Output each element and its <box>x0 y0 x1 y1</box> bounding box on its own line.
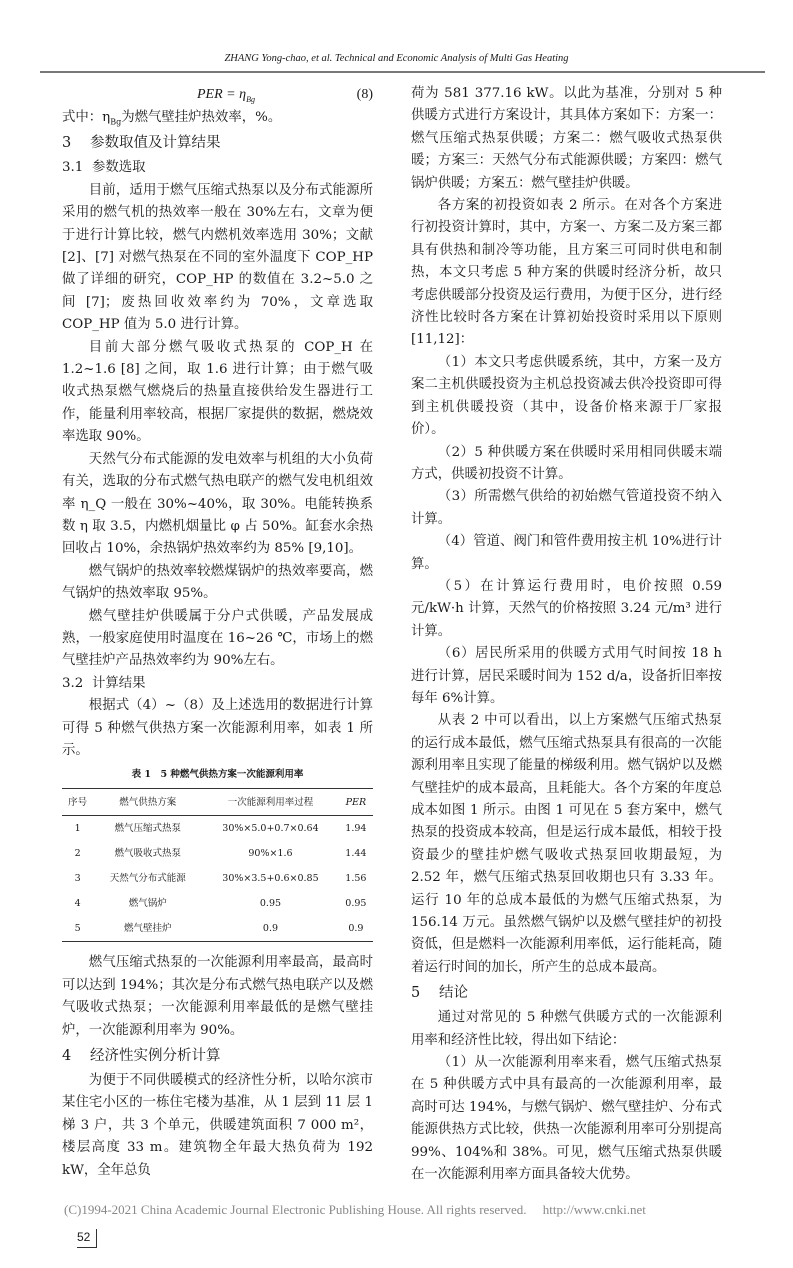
table-cell: 3 <box>74 873 81 885</box>
paragraph: 天然气分布式能源的发电效率与机组的大小负荷有关，选取的分布式燃气热电联产的燃气发电机组效率 η_Q 一般在 30%~40%，取 30%。电能转换系数 η 取 3.5，内燃机烟量比 φ 占 50%。缸套水余热回收占 10%，余热锅炉热效率约为 85% [9,10]。 <box>62 451 373 557</box>
paragraph: （1）从一次能源利用率来看，燃气压缩式热泵在 5 种供暖方式中具有最高的一次能源利用率，最高时可达 194%，与燃气锅炉、燃气壁挂炉、分布式能源供热方式比较，供热一次能源利用率可分别提高 99%、104%和 38%。可见，燃气压缩式热泵供暖在一次能源利用率方面具备较大优势。 <box>411 1055 722 1183</box>
table-cell: 90%×1.6 <box>248 848 293 860</box>
table-cell: 0.95 <box>345 898 367 910</box>
table-cell: 30%×5.0+0.7×0.64 <box>222 823 319 835</box>
table-cell: 天然气分布式能源 <box>109 873 186 885</box>
list-item: （1）本文只考虑供暖系统，其中，方案一及方案二主机供暖投资为主机总投资减去供冷投资即可得到主机供暖投资（其中，设备价格来源于厂家报价）。 <box>411 354 722 438</box>
table-cell: 1.56 <box>345 873 367 885</box>
table-1 <box>62 768 373 942</box>
equation-8 <box>62 83 373 107</box>
running-header: ZHANG Yong-chao, et al. Technical and Economic Analysis of Multi Gas Heating <box>224 53 569 64</box>
table-cell: 0.95 <box>259 898 282 910</box>
col-header: 燃气供热方案 <box>93 789 202 816</box>
section-title: 参数取值及计算结果 <box>90 135 221 152</box>
paragraph: 燃气压缩式热泵的一次能源利用率最高，最高时可以达到 194%；其次是分布式燃气热电联产以及燃气吸收式热泵；一次能源利用率最低的是燃气壁挂炉，一次能源利用率为 90%。 <box>62 955 373 1038</box>
section-number: 3.1 <box>62 160 84 176</box>
equation-where <box>62 107 373 129</box>
table-cell: 5 <box>74 923 81 935</box>
right-column <box>411 83 722 1187</box>
copyright-notice: (C)1994-2021 China Academic Journal Electronic Publishing House. All rights reserved. http://www.cnki.net <box>64 1201 646 1217</box>
section-4-heading <box>62 1044 373 1068</box>
per-table <box>62 788 373 942</box>
table-cell: 1.44 <box>345 848 367 860</box>
table-cell: 燃气吸收式热泵 <box>114 848 181 860</box>
paragraph: 燃气锅炉的热效率较燃煤锅炉的热效率要高，燃气锅炉的热效率取 95%。 <box>62 563 373 602</box>
table-cell: 燃气壁挂炉 <box>123 923 172 935</box>
table-cell: 1 <box>74 823 81 835</box>
list-item: （3）所需燃气供给的初始燃气管道投资不纳入计算。 <box>411 489 722 527</box>
header-rule <box>40 71 765 73</box>
section-5-heading <box>411 981 722 1005</box>
section-number: 3 <box>62 135 72 152</box>
left-column <box>62 83 373 1182</box>
col-header: 一次能源利用率过程 <box>202 789 339 816</box>
where-post: 为燃气壁挂炉热效率，%。 <box>121 110 282 125</box>
table-cell: 0.9 <box>348 923 364 935</box>
list-item: （4）管道、阀门和管件费用按主机 10%进行计算。 <box>411 534 722 572</box>
page-number-row <box>77 1226 793 1248</box>
paragraph: 荷为 581 377.16 kW。以此为基准，分别对 5 种供暖方式进行方案设计，其具体方案如下：方案一：燃气压缩式热泵供暖；方案二：燃气吸收式热泵供暖；方案三：天然气分布式能源供暖；方案四：燃气锅炉供暖；方案五：燃气壁挂炉供暖。 <box>411 86 722 191</box>
table-row <box>62 866 373 891</box>
equation-subscript: Bg <box>246 94 255 104</box>
section-title: 结论 <box>439 985 468 1002</box>
section-title: 经济性实例分析计算 <box>90 1048 221 1064</box>
table-cell: 2 <box>74 848 81 860</box>
list-item: （2）5 种供暖方案在供暖时采用相同供暖末端方式，供暖初投资不计算。 <box>411 444 722 482</box>
paragraph: 目前，适用于燃气压缩式热泵以及分布式能源所采用的燃气机的热效率一般在 30%左右，文章为便于进行计算比较，燃气内燃机效率选用 30%；文献 [2]、[7] 对燃气热泵在不同的室外温度下 COP_HP 做了详细的研究，COP_HP 的数值在 3.2~5.0 之间 [7]；废热回收效率约为 70%，文章选取 COP_HP 值为 5.0 进行计算。 <box>62 182 373 333</box>
table-cell: 0.9 <box>262 923 279 935</box>
table-row <box>62 916 373 942</box>
section-3-heading <box>62 131 373 155</box>
table-row <box>62 816 373 842</box>
where-pre: 式中：η <box>62 110 111 125</box>
table-body <box>62 816 373 942</box>
section-title: 计算结果 <box>92 675 146 691</box>
paragraph: 为便于不同供暖模式的经济性分析，以哈尔滨市某住宅小区的一栋住宅楼为基准，从 1 层到 11 层 1 梯 3 户，共 3 个单元，供暖建筑面积 7 000 m²，楼层高度 33 m。建筑物全年最大热负荷为 192 kW，全年总负 <box>62 1073 373 1178</box>
paragraph: 目前大部分燃气吸收式热泵的 COP_H 在 1.2~1.6 [8] 之间，取 1.6 进行计算；由于燃气吸收式热泵燃气燃烧后的热量直接供给发生器进行工作，能量利用率较高，根据厂家提供的数据，燃烧效率选取 90%。 <box>62 339 373 445</box>
table-cell: 1.94 <box>345 823 367 835</box>
section-3-1-heading <box>62 157 373 179</box>
where-sub: Bg <box>110 117 122 127</box>
page-number: 52 <box>77 1229 97 1248</box>
table-caption: 表 1 5 种燃气供热方案一次能源利用率 <box>131 769 304 781</box>
table-row <box>62 841 373 866</box>
section-title: 参数选取 <box>92 160 146 176</box>
table-cell: 4 <box>74 898 81 910</box>
paragraph: 从表 2 中可以看出，以上方案燃气压缩式热泵的运行成本最低，燃气压缩式热泵具有很高的一次能源利用率且实现了能量的梯级利用。燃气锅炉以及燃气壁挂炉的成本最高，且耗能大。各个方案的年度总成本如图 1 所示。由图 1 可见在 5 套方案中，燃气热泵的投资成本较高，但是运行成本最低，相较于投资最少的壁挂炉燃气吸收式热泵回收期最短，为 2.52 年，燃气压缩式热泵回收期也只有 3.33 年。运行 10 年的总成本最低的为燃气压缩式热泵，为 156.14 万元。虽然燃气锅炉以及燃气壁挂炉的初投资低，但是燃料一次能源利用率低，运行能耗高，随着运行时间的加长，所产生的总成本最高。 <box>411 713 722 975</box>
paragraph: 各方案的初投资如表 2 所示。在对各个方案进行初投资计算时，其中，方案一、方案二及方案三都具有供热和制冷等功能，且方案三可同时供电和制热，本文只考虑 5 种方案的供暖时经济分析，故只考虑供暖部分投资及运行费用，为便于区分，进行经济性比较时各方案在计算初始投资时采用以下原则 [11,12]： <box>411 198 722 348</box>
table-cell: 燃气压缩式热泵 <box>114 823 181 835</box>
section-number: 4 <box>62 1048 72 1064</box>
table-cell: 30%×3.5+0.6×0.85 <box>222 873 319 885</box>
columns <box>0 83 793 1187</box>
section-number: 3.2 <box>62 675 84 691</box>
list-item: （6）居民所采用的供暖方式用气时间按 18 h 进行计算，居民采暖时间为 152 d/a，设备折旧率按每年 6%计算。 <box>411 646 722 706</box>
col-header: 序号 <box>62 789 93 816</box>
equation-lhs: PER = η <box>197 87 247 102</box>
paragraph: 根据式（4）~（8）及上述选用的数据进行计算可得 5 种燃气供热方案一次能源利用率，如表 1 所示。 <box>62 698 373 758</box>
section-number: 5 <box>411 985 421 1002</box>
section-3-2-heading <box>62 673 373 695</box>
table-cell: 燃气锅炉 <box>128 898 167 910</box>
list-item: （5）在计算运行费用时，电价按照 0.59 元/kW·h 计算，天然气的价格按照 3.24 元/m³ 进行计算。 <box>411 578 722 639</box>
table-row <box>62 891 373 916</box>
col-header: PER <box>339 789 373 816</box>
spacer <box>0 1187 793 1201</box>
paragraph: 燃气壁挂炉供暖属于分户式供暖，产品发展成熟，一般家庭使用时温度在 16~26 ℃，市场上的燃气壁挂炉产品热效率约为 90%左右。 <box>62 608 373 669</box>
paragraph: 通过对常见的 5 种燃气供暖方式的一次能源利用率和经济性比较，得出如下结论： <box>411 1010 722 1048</box>
equation-number: (8) <box>356 87 373 102</box>
